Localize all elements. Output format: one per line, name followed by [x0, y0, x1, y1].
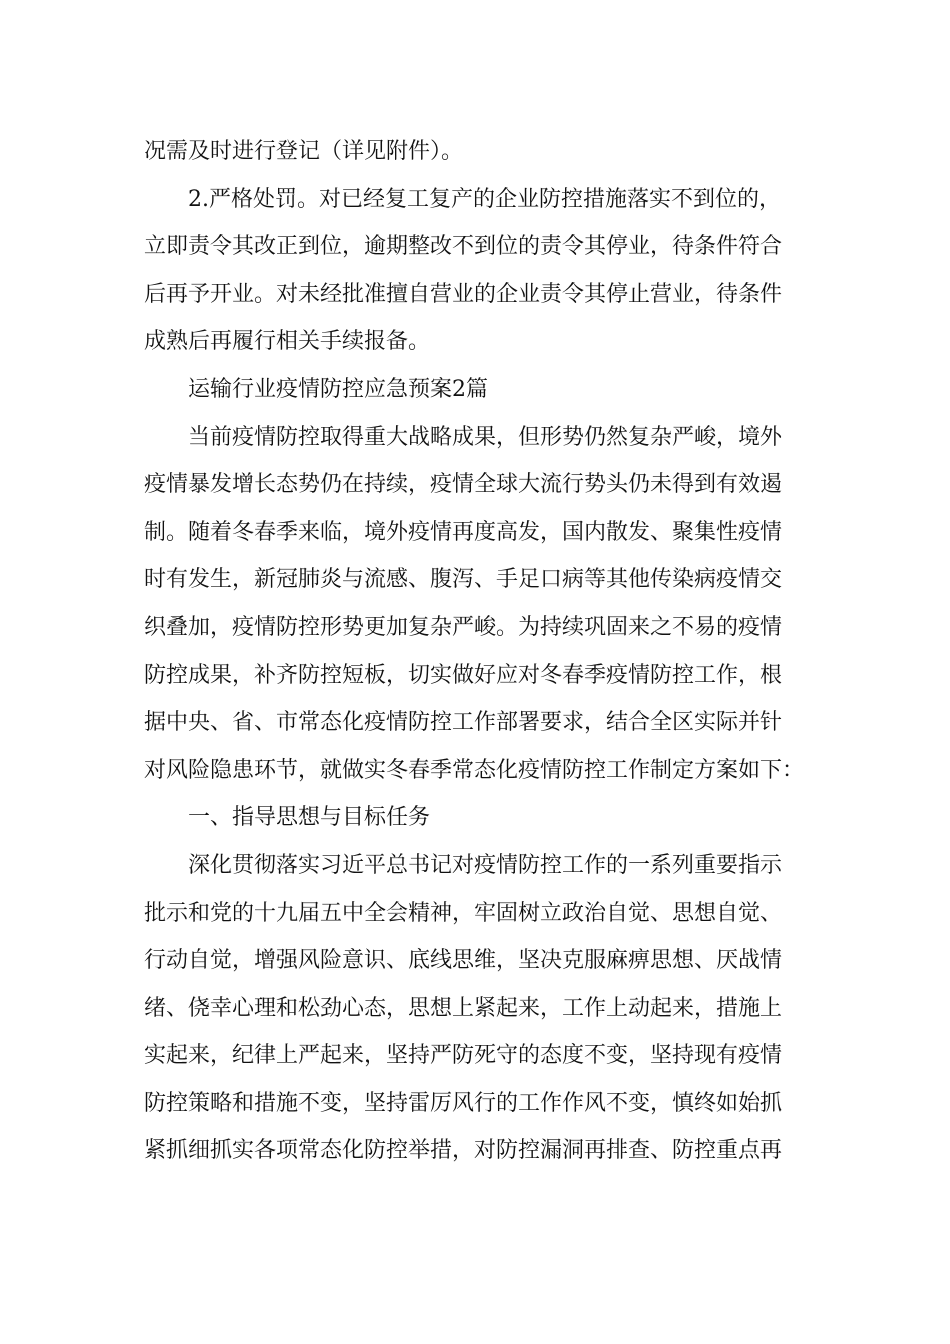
- text-line: 后再予开业。对未经批准擅自营业的企业责令其停止营业，待条件: [144, 281, 783, 307]
- text-line: 批示和党的十九届五中全会精神，牢固树立政治自觉、思想自觉、: [144, 900, 783, 926]
- text-line: 制。随着冬春季来临，境外疫情再度高发，国内散发、聚集性疫情: [144, 519, 783, 545]
- text-line: 况需及时进行登记（详见附件）。: [144, 139, 464, 164]
- text-line: 成熟后再履行相关手续报备。: [144, 329, 431, 355]
- text-line: 深化贯彻落实习近平总书记对疫情防控工作的一系列重要指示: [188, 852, 783, 878]
- text-line: 防控成果，补齐防控短板，切实做好应对冬春季疫情防控工作，根: [144, 662, 783, 688]
- text-line: 紧抓细抓实各项常态化防控举措，对防控漏洞再排查、防控重点再: [144, 1138, 783, 1164]
- text-line: 织叠加，疫情防控形势更加复杂严峻。为持续巩固来之不易的疫情: [144, 614, 783, 640]
- text-line: 行动自觉，增强风险意识、底线思维，坚决克服麻痹思想、厌战情: [144, 948, 783, 974]
- text-line: 防控策略和措施不变，坚持雷厉风行的工作作风不变，慎终如始抓: [144, 1090, 783, 1116]
- text-line: 疫情暴发增长态势仍在持续，疫情全球大流行势头仍未得到有效遏: [144, 472, 783, 498]
- text-line: 实起来，纪律上严起来，坚持严防死守的态度不变，坚持现有疫情: [144, 1043, 783, 1069]
- text-line: 当前疫情防控取得重大战略成果，但形势仍然复杂严峻，境外: [188, 424, 783, 450]
- text-line: 一、指导思想与目标任务: [188, 805, 431, 831]
- text-line: 2.严格处罚。对已经复工复产的企业防控措施落实不到位的，: [188, 186, 781, 212]
- text-line: 立即责令其改正到位，逾期整改不到位的责令其停业，待条件符合: [144, 234, 783, 260]
- text-line: 运输行业疫情防控应急预案2篇: [188, 376, 488, 402]
- text-line: 对风险隐患环节，就做实冬春季常态化疫情防控工作制定方案如下：: [144, 757, 805, 783]
- text-line: 时有发生，新冠肺炎与流感、腹泻、手足口病等其他传染病疫情交: [144, 567, 783, 593]
- text-line: 绪、侥幸心理和松劲心态，思想上紧起来，工作上动起来，措施上: [144, 995, 783, 1021]
- document-body: [144, 128, 804, 1175]
- text-line: 据中央、省、市常态化疫情防控工作部署要求，结合全区实际并针: [144, 710, 783, 736]
